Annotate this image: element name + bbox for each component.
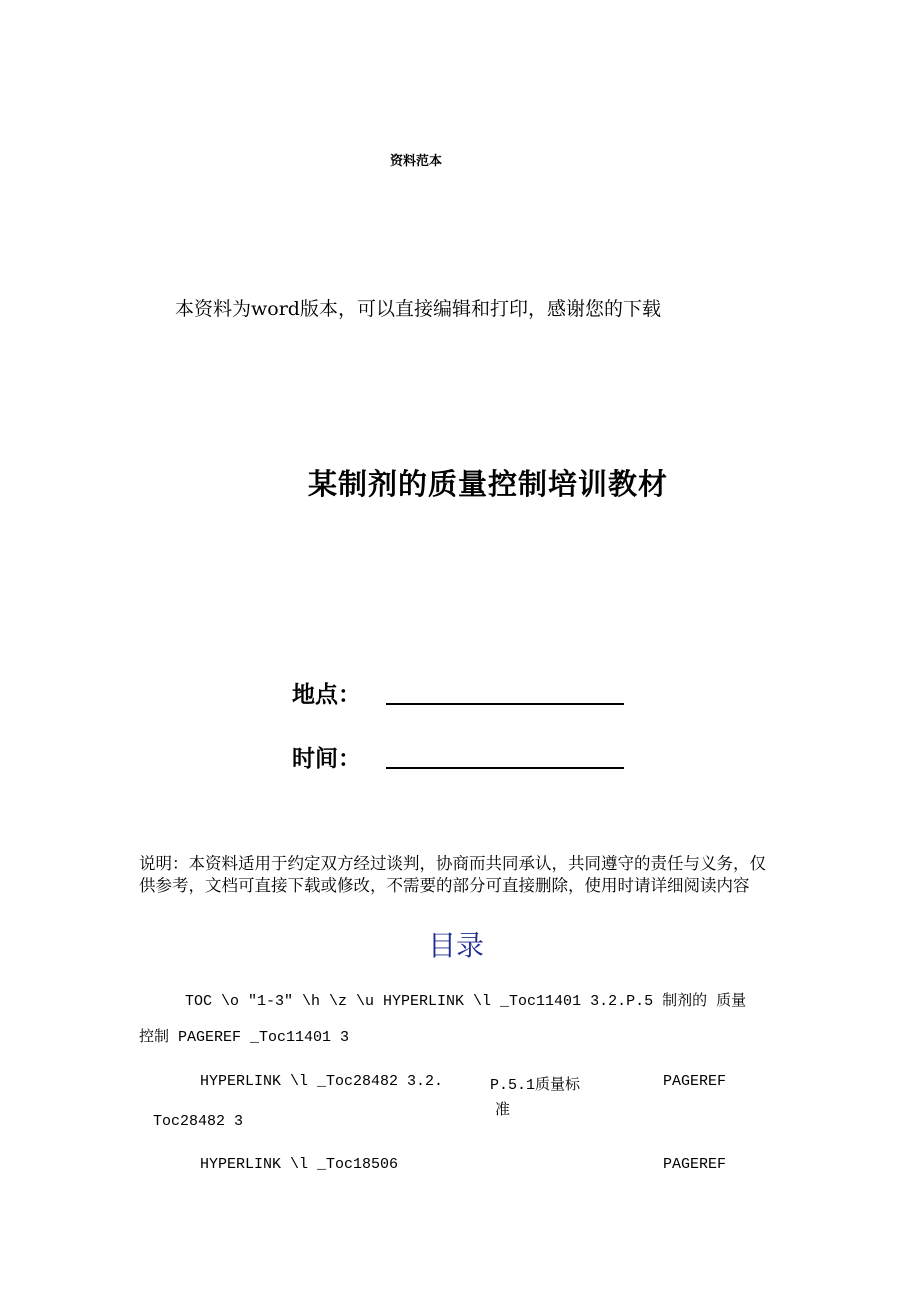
toc-entry-link[interactable]: HYPERLINK \l _Toc18506 (200, 1156, 399, 1173)
usage-note: 说明：本资料适用于约定双方经过谈判，协商而共同承认，共同遵守的责任与义务，仅供参考，文档可直接下载或修改，不需要的部分可直接删除，使用时请详细阅读内容 (139, 854, 766, 895)
download-notice: 本资料为word版本，可以直接编辑和打印，感谢您的下载 (175, 298, 661, 320)
toc-field-code-line: TOC \o "1-3" \h \z \u HYPERLINK \l _Toc11401 3.2.P.5 制剂的 质量 (185, 993, 747, 1010)
toc-entry-ref: Toc28482 3 (153, 1113, 244, 1130)
toc-heading: 目录 (428, 929, 485, 962)
document-title: 某制剂的质量控制培训教材 (308, 467, 669, 501)
toc-entry-title: 准 (495, 1102, 511, 1119)
location-label: 地点： (292, 681, 361, 708)
header-label: 资料范本 (390, 154, 443, 169)
toc-entry-pageref: PAGEREF (663, 1156, 727, 1173)
time-blank-line (386, 767, 624, 769)
location-blank-line (386, 703, 624, 705)
toc-entry-pageref: PAGEREF (663, 1073, 727, 1090)
toc-entry-title: P.5.1质量标 (490, 1077, 581, 1094)
toc-entry-link[interactable]: HYPERLINK \l _Toc28482 3.2. (200, 1073, 444, 1090)
time-label: 时间： (292, 745, 361, 772)
toc-field-code-line: 控制 PAGEREF _Toc11401 3 (139, 1029, 350, 1046)
